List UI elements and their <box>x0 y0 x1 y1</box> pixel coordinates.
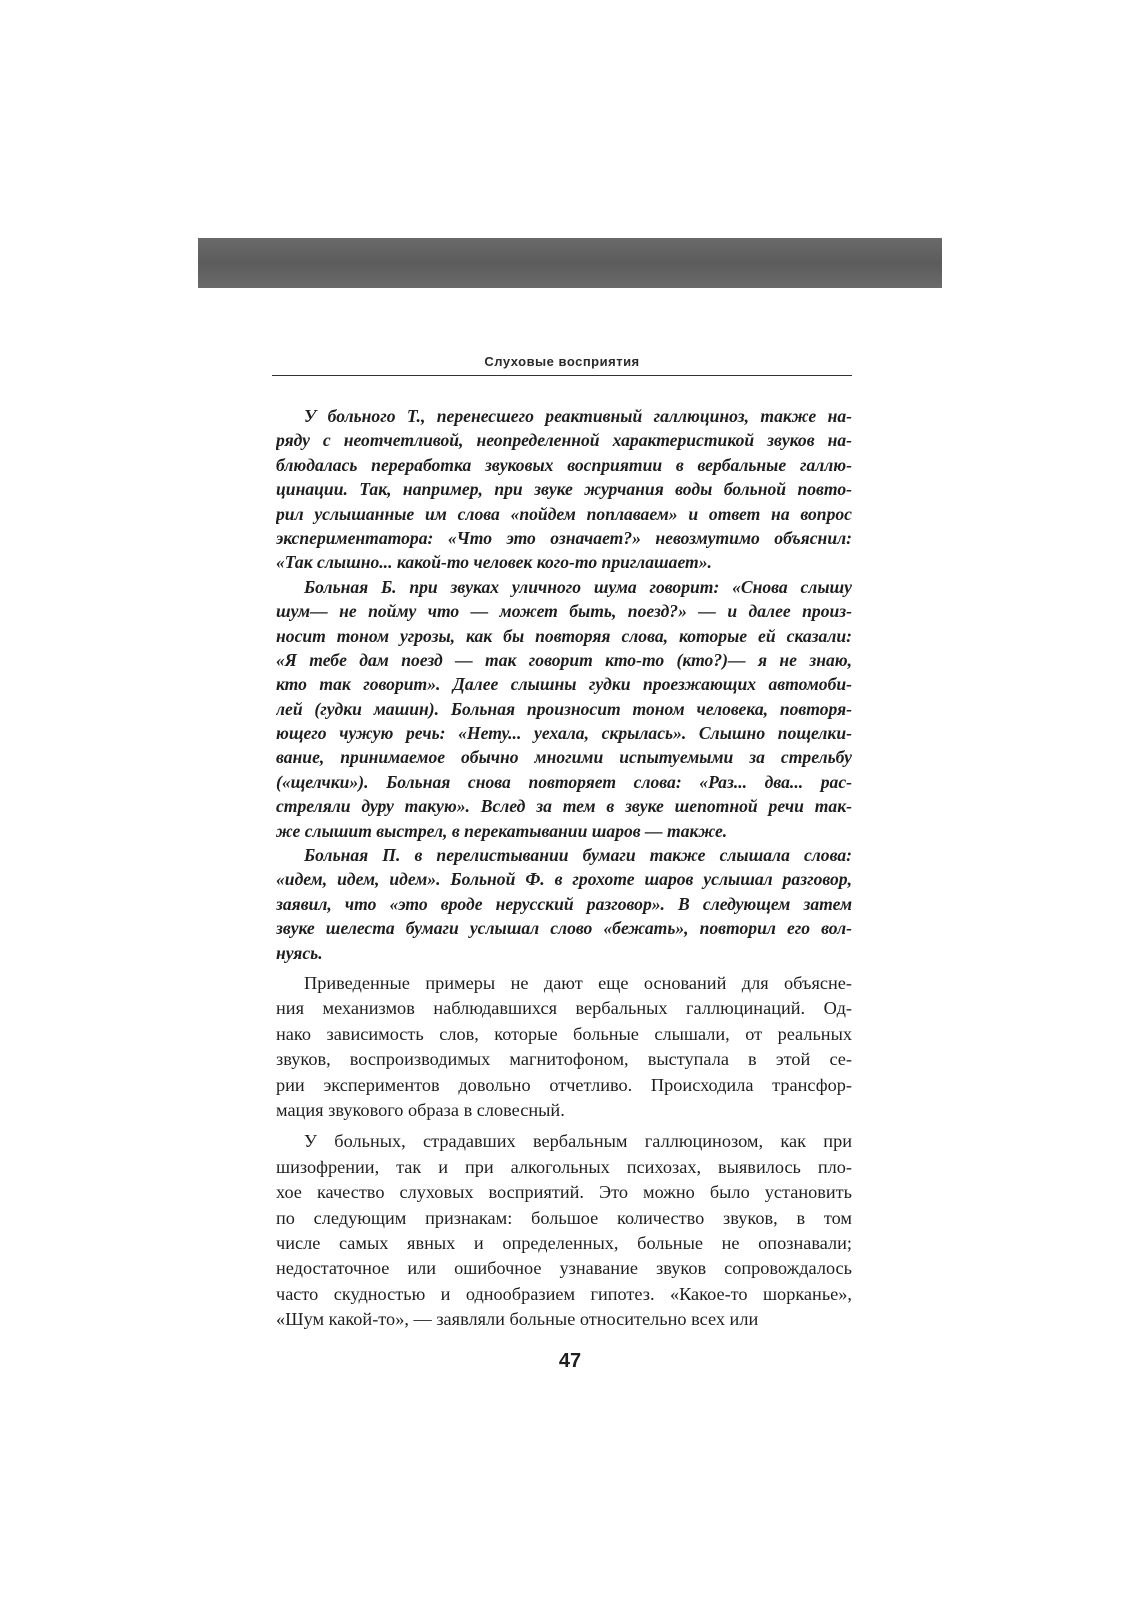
text-line: («щелчки»). Больная снова повторяет слова: «Раз... два... рас- <box>276 771 852 792</box>
text-line: Приведенные примеры не дают еще оснований для объясне- <box>304 972 852 993</box>
text-line: Больная П. в перелистывании бумаги также слышала слова: <box>304 845 852 866</box>
text-line: кто так говорит». Далее слышны гудки проезжающих автомоби- <box>276 674 852 695</box>
text-line: мация звукового образа в словесный. <box>276 1099 565 1120</box>
text-line: шизофрении, так и при алкогольных психозах, выявилось пло- <box>276 1156 852 1177</box>
text-line: часто скудностью и однообразием гипотез. «Какое-то шорканье», <box>276 1283 852 1304</box>
text-line: стреляли дуру такую». Вслед за тем в звуке шепотной речи так- <box>276 796 852 817</box>
paragraph <box>276 843 852 965</box>
paragraph <box>276 1129 852 1332</box>
text-line: шум— не пойму что — может быть, поезд?» — и далее произ- <box>276 601 852 622</box>
text-line: нуясь. <box>276 942 323 963</box>
text-line: «идем, идем, идем». Больной Ф. в грохоте шаров услышал разговор, <box>276 869 852 890</box>
running-head: Слуховые восприятия <box>484 354 640 369</box>
text-line: заявил, что «это вроде нерусский разговор». В следующем затем <box>276 893 852 914</box>
paragraph <box>276 971 852 1123</box>
text-line: ряду с неотчетливой, неопределенной характеристикой звуков на- <box>276 430 852 451</box>
text-line: носит тоном угрозы, как бы повторяя слова, которые ей сказали: <box>276 625 852 646</box>
text-line: лей (гудки машин). Больная произносит тоном человека, повторя- <box>276 698 852 719</box>
text-line: блюдалась переработка звуковых восприятии в вербальные галлю- <box>276 454 852 475</box>
paragraph <box>276 575 852 843</box>
text-line: ющего чужую речь: «Нету... уехала, скрылась». Слышно пощелки- <box>276 723 852 744</box>
text-line: ния механизмов наблюдавшихся вербальных галлюцинаций. Од- <box>276 998 852 1019</box>
text-line: же слышит выстрел, в перекатывании шаров — также. <box>276 820 728 841</box>
running-head-rule <box>272 375 852 376</box>
text-line: вание, принимаемое обычно многими испытуемыми за стрельбу <box>276 747 852 768</box>
text-line: «Я тебе дам поезд — так говорит кто-то (кто?)— я не знаю, <box>276 649 852 670</box>
roman-body <box>276 971 852 1332</box>
text-line: У больных, страдавших вербальным галлюцинозом, как при <box>304 1131 852 1152</box>
text-line: по следующим признакам: большое количество звуков, в том <box>276 1207 852 1228</box>
text-line: хое качество слуховых восприятий. Это можно было установить <box>276 1182 852 1203</box>
text-line: звуков, воспроизводимых магнитофоном, выступала в этой се- <box>276 1049 852 1070</box>
text-line: нако зависимость слов, которые больные слышали, от реальных <box>276 1023 852 1044</box>
paragraph <box>276 404 852 575</box>
page-number: 47 <box>558 1350 582 1372</box>
text-line: Больная Б. при звуках уличного шума говорит: «Снова слышу <box>304 576 852 597</box>
text-line: рии экспериментов довольно отчетливо. Происходила трансфор- <box>276 1074 852 1095</box>
text-line: «Шум какой-то», — заявляли больные относительно всех или <box>276 1309 759 1330</box>
text-line: «Так слышно... какой-то человек кого-то приглашает». <box>276 552 712 573</box>
body-text <box>276 404 852 1332</box>
italic-case-reports <box>276 404 852 965</box>
text-line: звуке шелеста бумаги услышал слово «бежать», повторил его вол- <box>276 918 852 939</box>
header-band <box>198 238 942 288</box>
text-line: У больного Т., перенесшего реактивный галлюциноз, также на- <box>304 406 852 426</box>
text-line: цинации. Так, например, при звуке журчания воды больной повто- <box>276 479 852 500</box>
text-line: экспериментатора: «Что это означает?» невозмутимо объяснил: <box>276 527 852 548</box>
text-line: числе самых явных и определенных, больные не опознавали; <box>276 1232 852 1253</box>
text-line: недостаточное или ошибочное узнавание звуков сопровождалось <box>276 1258 852 1279</box>
text-line: рил услышанные им слова «пойдем поплаваем» и ответ на вопрос <box>276 503 852 524</box>
